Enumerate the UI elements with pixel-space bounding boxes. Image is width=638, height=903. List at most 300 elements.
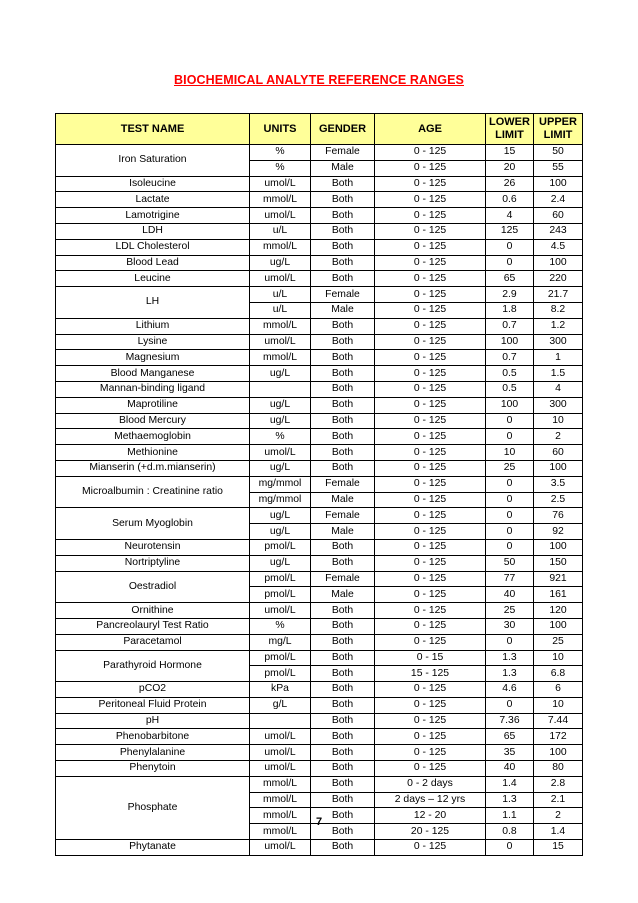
units-cell: mg/mmol: [250, 492, 311, 508]
gender-cell: Male: [311, 524, 375, 540]
upper-limit-cell: 25: [534, 634, 583, 650]
age-cell: 0 - 125: [375, 697, 486, 713]
units-cell: pmol/L: [250, 587, 311, 603]
lower-limit-cell: 1.3: [486, 666, 534, 682]
units-cell: %: [250, 145, 311, 161]
lower-limit-cell: 1.3: [486, 792, 534, 808]
age-cell: 0 - 125: [375, 539, 486, 555]
lower-limit-cell: 15: [486, 145, 534, 161]
table-row: [56, 682, 583, 698]
upper-limit-cell: 1.2: [534, 318, 583, 334]
test-name-cell: Methaemoglobin: [56, 429, 250, 445]
age-cell: 0 - 125: [375, 761, 486, 777]
lower-limit-cell: 30: [486, 618, 534, 634]
age-cell: 0 - 125: [375, 603, 486, 619]
table-row: [56, 476, 583, 492]
age-cell: 0 - 125: [375, 176, 486, 192]
lower-limit-cell: 2.9: [486, 287, 534, 303]
age-cell: 0 - 2 days: [375, 776, 486, 792]
lower-limit-cell: 0: [486, 539, 534, 555]
age-cell: 0 - 125: [375, 571, 486, 587]
gender-cell: Both: [311, 761, 375, 777]
units-cell: mmol/L: [250, 239, 311, 255]
units-cell: mmol/L: [250, 776, 311, 792]
test-name-cell: Phytanate: [56, 840, 250, 856]
gender-cell: Both: [311, 666, 375, 682]
table-row: [56, 745, 583, 761]
upper-limit-cell: 2: [534, 808, 583, 824]
test-name-cell: Neurotensin: [56, 539, 250, 555]
test-name-cell: Phenytoin: [56, 761, 250, 777]
lower-limit-cell: 100: [486, 334, 534, 350]
age-cell: 0 - 125: [375, 350, 486, 366]
table-row: [56, 729, 583, 745]
lower-limit-cell: 0.6: [486, 192, 534, 208]
units-cell: umol/L: [250, 603, 311, 619]
gender-cell: Both: [311, 745, 375, 761]
gender-cell: Both: [311, 824, 375, 840]
upper-limit-cell: 1.4: [534, 824, 583, 840]
age-cell: 0 - 125: [375, 413, 486, 429]
test-name-cell: pCO2: [56, 682, 250, 698]
lower-limit-cell: 0.5: [486, 366, 534, 382]
test-name-cell: Lamotrigine: [56, 208, 250, 224]
upper-limit-cell: 100: [534, 745, 583, 761]
table-row: [56, 761, 583, 777]
gender-cell: Both: [311, 318, 375, 334]
units-cell: pmol/L: [250, 539, 311, 555]
table-body: [56, 145, 583, 856]
age-cell: 0 - 125: [375, 223, 486, 239]
lower-limit-cell: 0: [486, 413, 534, 429]
age-cell: 0 - 125: [375, 587, 486, 603]
upper-limit-cell: 55: [534, 160, 583, 176]
units-cell: %: [250, 160, 311, 176]
gender-cell: Female: [311, 476, 375, 492]
test-name-cell: Methionine: [56, 445, 250, 461]
upper-limit-cell: 2.1: [534, 792, 583, 808]
age-cell: 0 - 125: [375, 524, 486, 540]
units-cell: mmol/L: [250, 318, 311, 334]
upper-limit-cell: 100: [534, 618, 583, 634]
gender-cell: Both: [311, 792, 375, 808]
gender-cell: Both: [311, 603, 375, 619]
units-cell: u/L: [250, 223, 311, 239]
units-cell: umol/L: [250, 334, 311, 350]
upper-limit-cell: 243: [534, 223, 583, 239]
gender-cell: Both: [311, 840, 375, 856]
lower-limit-cell: 65: [486, 271, 534, 287]
test-name-cell: Mianserin (+d.m.mianserin): [56, 460, 250, 476]
gender-cell: Both: [311, 808, 375, 824]
gender-cell: Female: [311, 571, 375, 587]
lower-limit-cell: 0: [486, 508, 534, 524]
units-cell: ug/L: [250, 508, 311, 524]
age-cell: 0 - 125: [375, 160, 486, 176]
lower-limit-cell: 0: [486, 239, 534, 255]
units-cell: pmol/L: [250, 571, 311, 587]
test-name-cell: Serum Myoglobin: [56, 508, 250, 540]
table-row: [56, 571, 583, 587]
gender-cell: Both: [311, 208, 375, 224]
units-cell: ug/L: [250, 555, 311, 571]
units-cell: u/L: [250, 287, 311, 303]
test-name-cell: Maprotiline: [56, 397, 250, 413]
test-name-cell: Parathyroid Hormone: [56, 650, 250, 682]
table-row: [56, 350, 583, 366]
units-cell: pmol/L: [250, 666, 311, 682]
gender-cell: Female: [311, 287, 375, 303]
gender-cell: Both: [311, 397, 375, 413]
gender-cell: Both: [311, 445, 375, 461]
lower-limit-cell: 0.8: [486, 824, 534, 840]
test-name-cell: Microalbumin : Creatinine ratio: [56, 476, 250, 508]
gender-cell: Male: [311, 587, 375, 603]
age-cell: 0 - 125: [375, 555, 486, 571]
gender-cell: Both: [311, 271, 375, 287]
lower-limit-cell: 100: [486, 397, 534, 413]
header-upper-line2: LIMIT: [543, 129, 573, 141]
gender-cell: Both: [311, 413, 375, 429]
upper-limit-cell: 15: [534, 840, 583, 856]
lower-limit-cell: 4: [486, 208, 534, 224]
upper-limit-cell: 3.5: [534, 476, 583, 492]
test-name-cell: Iron Saturation: [56, 145, 250, 177]
upper-limit-cell: 80: [534, 761, 583, 777]
units-cell: umol/L: [250, 271, 311, 287]
lower-limit-cell: 40: [486, 587, 534, 603]
test-name-cell: Lysine: [56, 334, 250, 350]
lower-limit-cell: 0.7: [486, 350, 534, 366]
age-cell: 0 - 125: [375, 713, 486, 729]
lower-limit-cell: 65: [486, 729, 534, 745]
lower-limit-cell: 1.1: [486, 808, 534, 824]
units-cell: umol/L: [250, 176, 311, 192]
units-cell: g/L: [250, 697, 311, 713]
header-lower-line2: LIMIT: [495, 129, 524, 141]
test-name-cell: Oestradiol: [56, 571, 250, 603]
units-cell: umol/L: [250, 208, 311, 224]
age-cell: 0 - 15: [375, 650, 486, 666]
table-row: [56, 555, 583, 571]
lower-limit-cell: 4.6: [486, 682, 534, 698]
upper-limit-cell: 1: [534, 350, 583, 366]
age-cell: 0 - 125: [375, 366, 486, 382]
table-row: [56, 840, 583, 856]
units-cell: umol/L: [250, 840, 311, 856]
upper-limit-cell: 76: [534, 508, 583, 524]
header-lower-line1: LOWER: [489, 116, 530, 128]
table-row: [56, 255, 583, 271]
upper-limit-cell: 7.44: [534, 713, 583, 729]
gender-cell: Both: [311, 713, 375, 729]
age-cell: 0 - 125: [375, 287, 486, 303]
lower-limit-cell: 0.7: [486, 318, 534, 334]
units-cell: pmol/L: [250, 650, 311, 666]
gender-cell: Female: [311, 508, 375, 524]
table-row: [56, 223, 583, 239]
header-test-name: TEST NAME: [56, 114, 250, 145]
test-name-cell: Leucine: [56, 271, 250, 287]
upper-limit-cell: 92: [534, 524, 583, 540]
reference-ranges-table: [55, 113, 583, 856]
units-cell: [250, 713, 311, 729]
age-cell: 15 - 125: [375, 666, 486, 682]
table-row: [56, 697, 583, 713]
header-lower-limit: [486, 114, 534, 145]
units-cell: ug/L: [250, 460, 311, 476]
upper-limit-cell: 100: [534, 176, 583, 192]
test-name-cell: Isoleucine: [56, 176, 250, 192]
age-cell: 0 - 125: [375, 239, 486, 255]
units-cell: u/L: [250, 302, 311, 318]
upper-limit-cell: 4: [534, 381, 583, 397]
table-row: [56, 271, 583, 287]
test-name-cell: Blood Manganese: [56, 366, 250, 382]
age-cell: 0 - 125: [375, 271, 486, 287]
header-upper-line1: UPPER: [539, 116, 577, 128]
table-row: [56, 508, 583, 524]
gender-cell: Both: [311, 776, 375, 792]
lower-limit-cell: 40: [486, 761, 534, 777]
upper-limit-cell: 150: [534, 555, 583, 571]
test-name-cell: Phenylalanine: [56, 745, 250, 761]
gender-cell: Both: [311, 255, 375, 271]
units-cell: [250, 381, 311, 397]
lower-limit-cell: 1.3: [486, 650, 534, 666]
test-name-cell: Paracetamol: [56, 634, 250, 650]
gender-cell: Both: [311, 239, 375, 255]
lower-limit-cell: 1.4: [486, 776, 534, 792]
lower-limit-cell: 77: [486, 571, 534, 587]
gender-cell: Both: [311, 729, 375, 745]
header-upper-limit: [534, 114, 583, 145]
upper-limit-cell: 161: [534, 587, 583, 603]
lower-limit-cell: 25: [486, 603, 534, 619]
units-cell: mg/L: [250, 634, 311, 650]
gender-cell: Male: [311, 302, 375, 318]
age-cell: 0 - 125: [375, 255, 486, 271]
test-name-cell: Ornithine: [56, 603, 250, 619]
table-row: [56, 713, 583, 729]
table-row: [56, 334, 583, 350]
upper-limit-cell: 1.5: [534, 366, 583, 382]
upper-limit-cell: 2.5: [534, 492, 583, 508]
lower-limit-cell: 0: [486, 524, 534, 540]
gender-cell: Both: [311, 697, 375, 713]
table-row: [56, 318, 583, 334]
lower-limit-cell: 125: [486, 223, 534, 239]
lower-limit-cell: 0: [486, 476, 534, 492]
header-units: UNITS: [250, 114, 311, 145]
age-cell: 0 - 125: [375, 397, 486, 413]
table-row: [56, 603, 583, 619]
gender-cell: Both: [311, 682, 375, 698]
upper-limit-cell: 10: [534, 650, 583, 666]
units-cell: mg/mmol: [250, 476, 311, 492]
upper-limit-cell: 60: [534, 208, 583, 224]
table-row: [56, 539, 583, 555]
test-name-cell: Nortriptyline: [56, 555, 250, 571]
table-row: [56, 192, 583, 208]
test-name-cell: Mannan-binding ligand: [56, 381, 250, 397]
age-cell: 0 - 125: [375, 460, 486, 476]
table-row: [56, 618, 583, 634]
lower-limit-cell: 7.36: [486, 713, 534, 729]
upper-limit-cell: 220: [534, 271, 583, 287]
table-row: [56, 397, 583, 413]
upper-limit-cell: 6.8: [534, 666, 583, 682]
units-cell: mmol/L: [250, 792, 311, 808]
gender-cell: Male: [311, 492, 375, 508]
upper-limit-cell: 2: [534, 429, 583, 445]
units-cell: kPa: [250, 682, 311, 698]
table-row: [56, 145, 583, 161]
upper-limit-cell: 10: [534, 413, 583, 429]
lower-limit-cell: 0.5: [486, 381, 534, 397]
page-number: 7: [315, 816, 323, 828]
upper-limit-cell: 300: [534, 334, 583, 350]
age-cell: 0 - 125: [375, 840, 486, 856]
table-row: [56, 460, 583, 476]
gender-cell: Both: [311, 381, 375, 397]
table-row: [56, 239, 583, 255]
units-cell: mmol/L: [250, 350, 311, 366]
table-header-row: [56, 114, 583, 145]
upper-limit-cell: 2.4: [534, 192, 583, 208]
gender-cell: Both: [311, 192, 375, 208]
table-row: [56, 381, 583, 397]
age-cell: 0 - 125: [375, 145, 486, 161]
lower-limit-cell: 1.8: [486, 302, 534, 318]
units-cell: umol/L: [250, 761, 311, 777]
gender-cell: Both: [311, 366, 375, 382]
units-cell: mmol/L: [250, 192, 311, 208]
upper-limit-cell: 4.5: [534, 239, 583, 255]
age-cell: 0 - 125: [375, 492, 486, 508]
test-name-cell: Lithium: [56, 318, 250, 334]
table-row: [56, 287, 583, 303]
lower-limit-cell: 0: [486, 840, 534, 856]
lower-limit-cell: 35: [486, 745, 534, 761]
test-name-cell: Blood Mercury: [56, 413, 250, 429]
gender-cell: Both: [311, 650, 375, 666]
test-name-cell: LDL Cholesterol: [56, 239, 250, 255]
table-row: [56, 445, 583, 461]
gender-cell: Both: [311, 176, 375, 192]
age-cell: 0 - 125: [375, 634, 486, 650]
test-name-cell: Blood Lead: [56, 255, 250, 271]
age-cell: 0 - 125: [375, 208, 486, 224]
test-name-cell: Phenobarbitone: [56, 729, 250, 745]
test-name-cell: Peritoneal Fluid Protein: [56, 697, 250, 713]
age-cell: 0 - 125: [375, 445, 486, 461]
age-cell: 0 - 125: [375, 381, 486, 397]
page-title: BIOCHEMICAL ANALYTE REFERENCE RANGES: [174, 73, 464, 87]
units-cell: mmol/L: [250, 824, 311, 840]
test-name-cell: pH: [56, 713, 250, 729]
gender-cell: Both: [311, 634, 375, 650]
units-cell: %: [250, 618, 311, 634]
test-name-cell: Phosphate: [56, 776, 250, 839]
lower-limit-cell: 26: [486, 176, 534, 192]
test-name-cell: Magnesium: [56, 350, 250, 366]
upper-limit-cell: 120: [534, 603, 583, 619]
gender-cell: Female: [311, 145, 375, 161]
age-cell: 0 - 125: [375, 318, 486, 334]
units-cell: ug/L: [250, 524, 311, 540]
upper-limit-cell: 100: [534, 255, 583, 271]
gender-cell: Both: [311, 429, 375, 445]
upper-limit-cell: 50: [534, 145, 583, 161]
test-name-cell: Pancreolauryl Test Ratio: [56, 618, 250, 634]
lower-limit-cell: 0: [486, 634, 534, 650]
table-row: [56, 650, 583, 666]
age-cell: 0 - 125: [375, 302, 486, 318]
gender-cell: Both: [311, 460, 375, 476]
lower-limit-cell: 25: [486, 460, 534, 476]
units-cell: umol/L: [250, 745, 311, 761]
table-row: [56, 208, 583, 224]
gender-cell: Both: [311, 223, 375, 239]
age-cell: 0 - 125: [375, 729, 486, 745]
upper-limit-cell: 21.7: [534, 287, 583, 303]
test-name-cell: LDH: [56, 223, 250, 239]
units-cell: umol/L: [250, 729, 311, 745]
gender-cell: Both: [311, 539, 375, 555]
age-cell: 0 - 125: [375, 508, 486, 524]
lower-limit-cell: 50: [486, 555, 534, 571]
lower-limit-cell: 10: [486, 445, 534, 461]
test-name-cell: LH: [56, 287, 250, 319]
units-cell: ug/L: [250, 413, 311, 429]
gender-cell: Both: [311, 350, 375, 366]
upper-limit-cell: 8.2: [534, 302, 583, 318]
age-cell: 0 - 125: [375, 334, 486, 350]
age-cell: 0 - 125: [375, 682, 486, 698]
upper-limit-cell: 100: [534, 539, 583, 555]
upper-limit-cell: 60: [534, 445, 583, 461]
age-cell: 20 - 125: [375, 824, 486, 840]
age-cell: 0 - 125: [375, 745, 486, 761]
lower-limit-cell: 0: [486, 492, 534, 508]
table-row: [56, 634, 583, 650]
age-cell: 0 - 125: [375, 476, 486, 492]
upper-limit-cell: 6: [534, 682, 583, 698]
upper-limit-cell: 300: [534, 397, 583, 413]
age-cell: 0 - 125: [375, 618, 486, 634]
table-row: [56, 429, 583, 445]
header-age: AGE: [375, 114, 486, 145]
units-cell: %: [250, 429, 311, 445]
table-row: [56, 176, 583, 192]
header-gender: GENDER: [311, 114, 375, 145]
gender-cell: Both: [311, 618, 375, 634]
upper-limit-cell: 172: [534, 729, 583, 745]
test-name-cell: Lactate: [56, 192, 250, 208]
age-cell: 12 - 20: [375, 808, 486, 824]
gender-cell: Both: [311, 555, 375, 571]
gender-cell: Male: [311, 160, 375, 176]
age-cell: 0 - 125: [375, 429, 486, 445]
upper-limit-cell: 921: [534, 571, 583, 587]
units-cell: umol/L: [250, 445, 311, 461]
table-row: [56, 413, 583, 429]
lower-limit-cell: 0: [486, 255, 534, 271]
units-cell: ug/L: [250, 255, 311, 271]
lower-limit-cell: 0: [486, 697, 534, 713]
upper-limit-cell: 100: [534, 460, 583, 476]
